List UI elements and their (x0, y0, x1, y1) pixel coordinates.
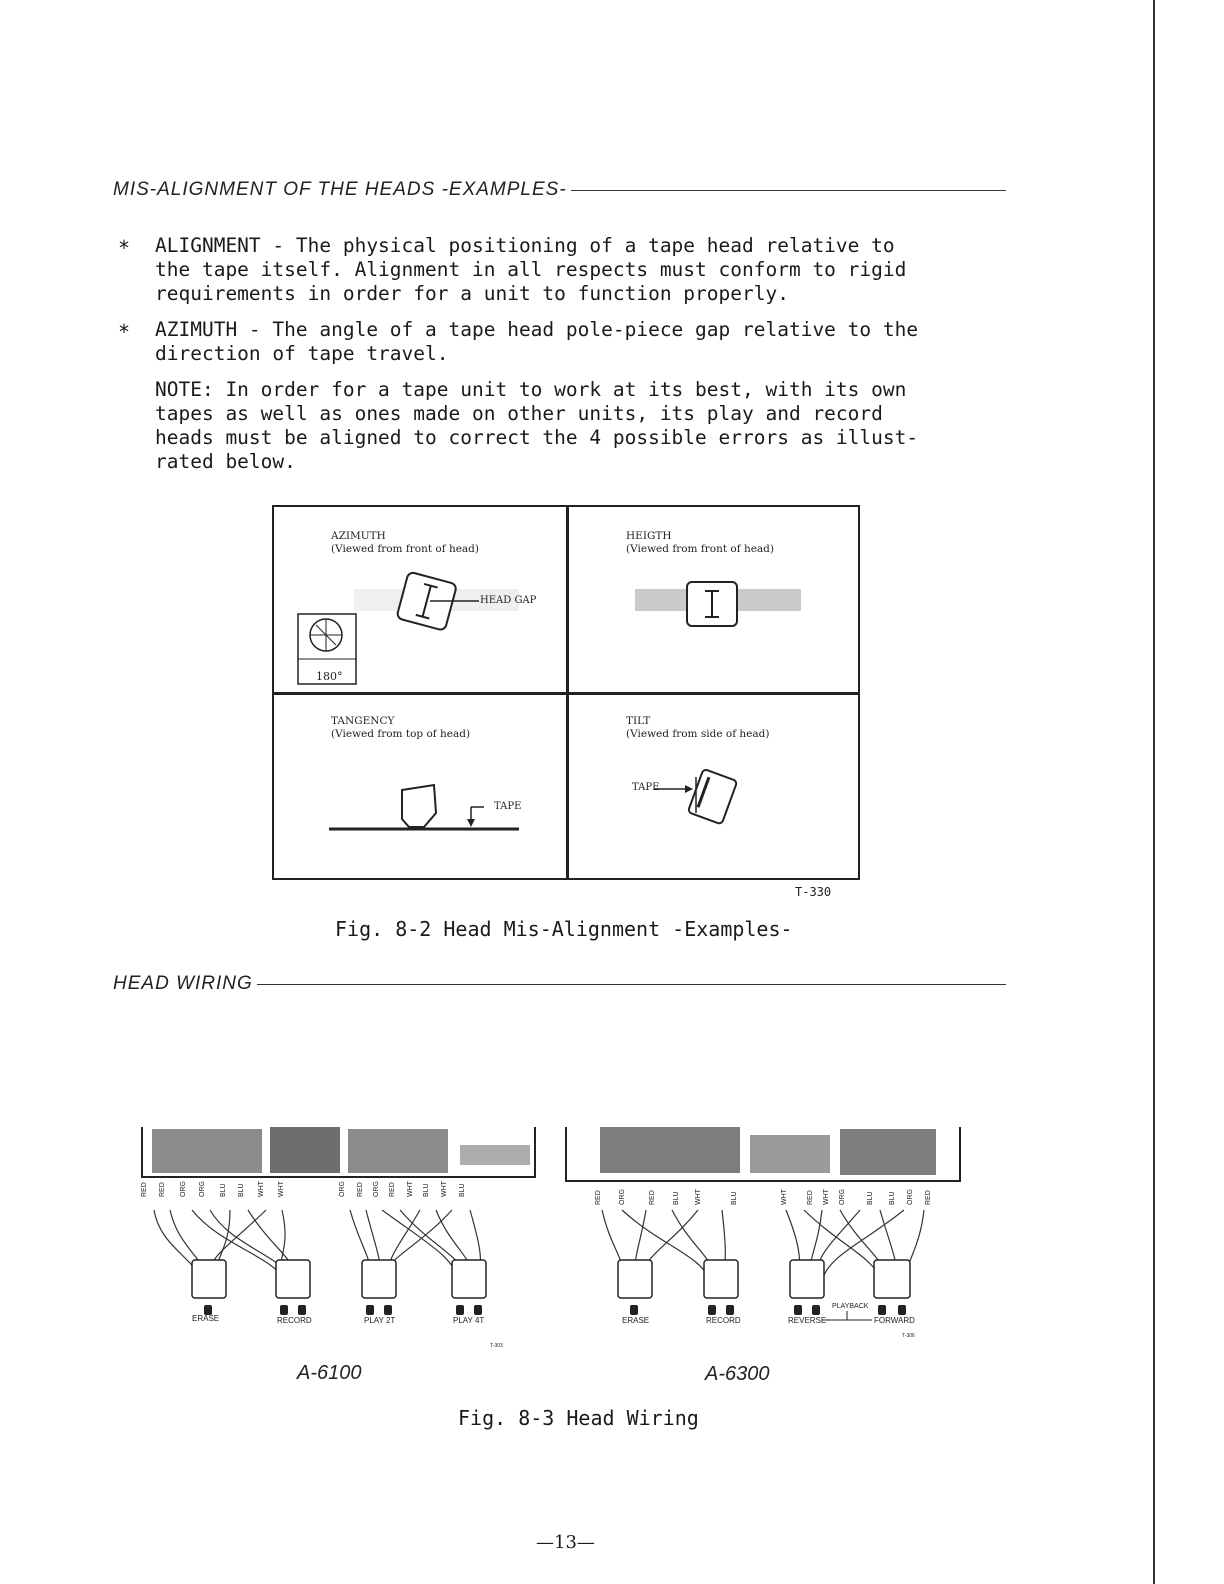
tilt-illustration (569, 695, 860, 880)
height-subtitle: (Viewed from front of head) (626, 543, 774, 555)
page-edge-line (1153, 0, 1155, 1584)
wire-label: ORG (839, 1189, 846, 1205)
wire-color-labels (595, 1188, 932, 1205)
wire-label: BLU (867, 1191, 874, 1205)
figure-code: T-306 (902, 1333, 915, 1339)
tilted-head-side-icon (688, 769, 738, 825)
circuit-traces-edge (460, 1145, 530, 1165)
head-terminals (204, 1305, 482, 1315)
head-label: PLAY 4T (453, 1316, 485, 1325)
model-label-a6100: A-6100 (297, 1362, 362, 1384)
circuit-traces-left (152, 1129, 262, 1173)
height-title: HEIGTH (626, 530, 672, 542)
wire-label: RED (807, 1190, 814, 1205)
tangency-subtitle: (Viewed from top of head) (331, 728, 471, 740)
circuit-traces-mid (270, 1127, 340, 1173)
wire-label: WHT (695, 1189, 702, 1205)
misalignment-diagram (272, 505, 860, 880)
wire-color-labels (141, 1180, 466, 1197)
playback-label: PLAYBACK (832, 1303, 869, 1310)
wire-label: ORG (373, 1181, 380, 1197)
wire-label: WHT (781, 1189, 788, 1205)
head-label: FORWARD (874, 1316, 915, 1325)
wire-label: WHT (407, 1181, 414, 1197)
wire-label: RED (159, 1182, 166, 1197)
wire-label: ORG (619, 1189, 626, 1205)
wire-label: ORG (199, 1181, 206, 1197)
wire-label: ORG (907, 1189, 914, 1205)
wire-label: RED (141, 1182, 148, 1197)
head-label: REVERSE (788, 1316, 827, 1325)
a6300-wiring-diagram (560, 1115, 980, 1355)
head-blocks (192, 1260, 486, 1298)
height-illustration (569, 507, 860, 692)
bullet-marker: * (118, 236, 131, 260)
wire-label: ORG (339, 1181, 346, 1197)
section-rule (571, 190, 1006, 191)
section-rule (257, 984, 1006, 985)
head-label: PLAY 2T (364, 1316, 396, 1325)
figure-code: T-303 (490, 1343, 503, 1349)
wire-label: BLU (731, 1191, 738, 1205)
head-blocks (618, 1260, 910, 1298)
tilt-title: TILT (626, 715, 651, 727)
head-labels (192, 1314, 484, 1325)
head-label: RECORD (277, 1316, 312, 1325)
section-title: MIS-ALIGNMENT OF THE HEADS -EXAMPLES- (113, 179, 567, 200)
wire-label: BLU (889, 1191, 896, 1205)
head-top-view-icon (402, 785, 436, 827)
wire-label: RED (649, 1190, 656, 1205)
azimuth-definition: AZIMUTH - The angle of a tape head pole-piece gap relative to the direction of tape travel. (155, 318, 919, 365)
wire-label: RED (389, 1182, 396, 1197)
wire-label: ORG (180, 1181, 187, 1197)
note-paragraph: NOTE: In order for a tape unit to work at its best, with its own tapes as well as ones made on other units, its play and record heads must be aligned to correct the 4 possible errors as illust- rated below. (155, 378, 919, 473)
wire-label: BLU (238, 1183, 245, 1197)
wire-label: WHT (823, 1189, 830, 1205)
wire-label: BLU (423, 1183, 430, 1197)
wire-label: RED (925, 1190, 932, 1205)
head-label: RECORD (706, 1316, 741, 1325)
figure-code: T-330 (795, 885, 832, 899)
head-label: ERASE (192, 1314, 220, 1323)
circuit-traces-right (348, 1129, 448, 1173)
section-title: HEAD WIRING (113, 973, 253, 994)
wire-label: WHT (258, 1181, 265, 1197)
alignment-definition: ALIGNMENT - The physical positioning of a tape head relative to the tape itself. Alignment in all respects must conform to rigid requirements in order for a unit to function properly. (155, 234, 907, 305)
head-label: ERASE (622, 1316, 650, 1325)
wire-label: BLU (220, 1183, 227, 1197)
tilt-subtitle: (Viewed from side of head) (626, 728, 770, 740)
wire-label: WHT (441, 1181, 448, 1197)
azimuth-title: AZIMUTH (331, 530, 386, 542)
tangency-tape-label: TAPE (494, 801, 522, 812)
page-number: —13— (536, 1532, 595, 1553)
tilt-tape-label: TAPE (632, 782, 660, 793)
model-label-a6300: A-6300 (705, 1363, 770, 1385)
wire-label: RED (595, 1190, 602, 1205)
wire-label: BLU (673, 1191, 680, 1205)
section-heading-misalignment (113, 179, 1006, 201)
a6100-wiring-diagram (130, 1115, 550, 1355)
head-gap-label: HEAD GAP (480, 595, 537, 606)
wire-label: RED (357, 1182, 364, 1197)
tangency-title: TANGENCY (331, 715, 395, 727)
azimuth-subtitle: (Viewed from front of head) (331, 543, 479, 555)
circuit-traces-mid (750, 1135, 830, 1173)
bullet-marker: * (118, 320, 131, 344)
circuit-traces-left (600, 1127, 740, 1173)
wire-label: WHT (278, 1181, 285, 1197)
circuit-traces-right (840, 1129, 936, 1175)
wire-label: BLU (459, 1183, 466, 1197)
figure-caption: Fig. 8-2 Head Mis-Alignment -Examples- (335, 917, 793, 941)
figure-caption: Fig. 8-3 Head Wiring (458, 1406, 699, 1430)
tangency-illustration (274, 695, 566, 880)
section-heading-head-wiring (113, 973, 1006, 995)
angle-label: 180° (316, 670, 343, 683)
